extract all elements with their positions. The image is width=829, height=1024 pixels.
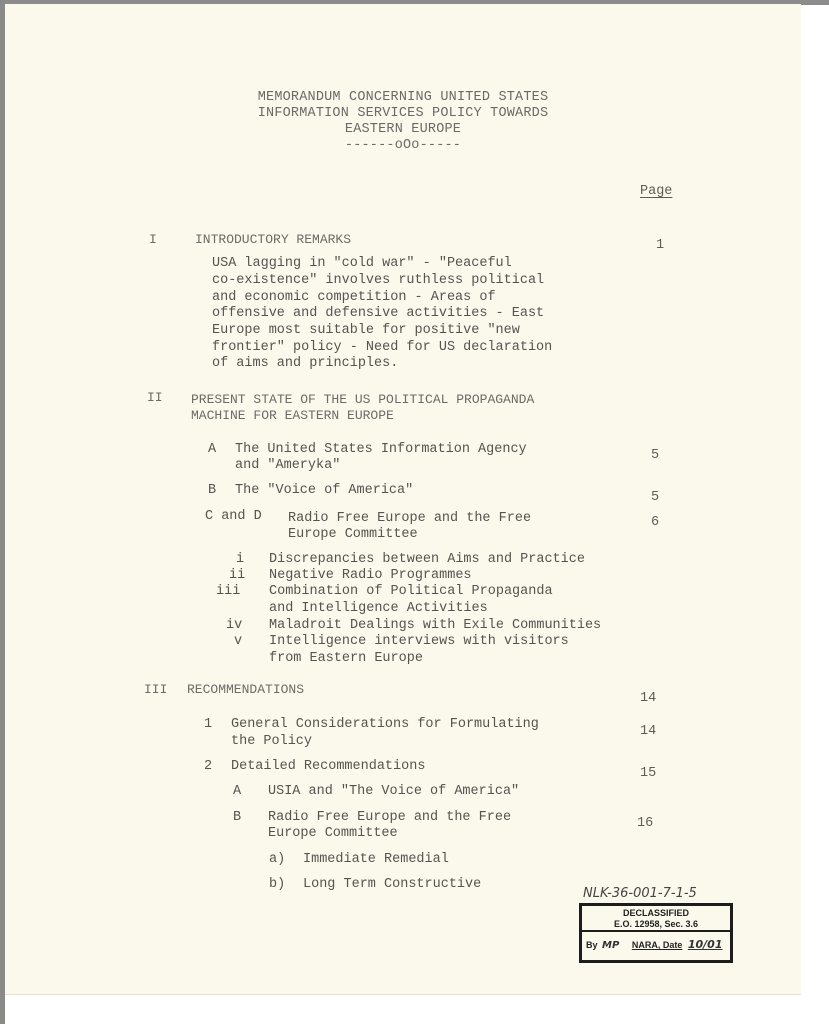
archive-id-handwritten: NLK-36-001-7-1-5: [583, 886, 697, 901]
stamp-date: 10/01: [687, 938, 723, 951]
title-divider: ------oOo-----: [344, 138, 462, 153]
declassified-stamp: [579, 903, 733, 963]
subitem-text: Maladroit Dealings with Exile Communities: [269, 618, 602, 633]
item-text: Europe Committee: [288, 527, 418, 542]
summary-line: offensive and defensive activities - East: [212, 306, 545, 321]
subitem-label: B: [233, 810, 242, 825]
stamp-header: [582, 906, 730, 932]
subsubitem-text: Immediate Remedial: [303, 852, 449, 867]
subitem-label: i: [236, 552, 245, 567]
summary-line: USA lagging in "cold war" - "Peaceful: [212, 256, 512, 271]
section-heading: PRESENT STATE OF THE US POLITICAL PROPAGANDA: [191, 392, 535, 407]
item-page: 15: [640, 766, 657, 781]
section-numeral: III: [144, 682, 168, 697]
subitem-text: Negative Radio Programmes: [269, 568, 472, 583]
item-text: General Considerations for Formulating: [231, 717, 539, 732]
item-label: 1: [204, 717, 213, 732]
item-label: 2: [204, 759, 213, 774]
summary-line: Europe most suitable for positive "new: [212, 323, 520, 338]
item-label: B: [208, 483, 217, 498]
subitem-text: Radio Free Europe and the Free: [268, 810, 512, 825]
subitem-text: from Eastern Europe: [269, 651, 423, 666]
summary-line: frontier" policy - Need for US declaration: [212, 340, 553, 355]
subitem-text: Intelligence interviews with visitors: [269, 634, 569, 649]
stamp-line-1: DECLASSIFIED: [622, 908, 689, 918]
subitem-label: iii: [216, 584, 241, 599]
item-text: the Policy: [231, 734, 313, 749]
stamp-by-label: By: [586, 940, 598, 950]
subitem-text: Europe Committee: [268, 826, 398, 841]
item-page: 14: [640, 724, 657, 739]
item-page: 5: [651, 490, 660, 505]
section-numeral: II: [147, 390, 163, 405]
section-page: 1: [656, 238, 665, 253]
section-heading: MACHINE FOR EASTERN EUROPE: [191, 408, 394, 423]
subsubitem-text: Long Term Constructive: [303, 877, 482, 892]
item-text: and "Ameryka": [235, 458, 341, 473]
subitem-label: ii: [229, 568, 246, 583]
title-line-1: MEMORANDUM CONCERNING UNITED STATES: [257, 90, 549, 105]
subsubitem-label: a): [269, 852, 286, 867]
subitem-text: Discrepancies between Aims and Practice: [269, 552, 585, 567]
item-text: Detailed Recommendations: [231, 759, 426, 774]
section-heading: INTRODUCTORY REMARKS: [195, 232, 352, 247]
item-page: 5: [651, 448, 660, 463]
summary-line: of aims and principles.: [212, 356, 399, 371]
page-column-label: Page: [640, 184, 673, 199]
stamp-initials: MP: [602, 940, 620, 951]
subitem-page: 16: [637, 816, 654, 831]
item-label: A: [208, 442, 217, 457]
subitem-text: and Intelligence Activities: [269, 601, 488, 616]
stamp-footer: [582, 932, 730, 951]
item-text: The "Voice of America": [235, 483, 414, 498]
title-line-2: INFORMATION SERVICES POLICY TOWARDS: [257, 106, 549, 121]
item-page: 6: [651, 515, 660, 530]
section-numeral: I: [149, 232, 157, 247]
item-label: C and D: [205, 509, 262, 524]
title-line-3: EASTERN EUROPE: [344, 122, 462, 137]
subitem-label: iv: [226, 618, 243, 633]
subitem-text: USIA and "The Voice of America": [268, 784, 520, 799]
stamp-line-2: E.O. 12958, Sec. 3.6: [613, 919, 699, 929]
item-text: Radio Free Europe and the Free: [288, 511, 532, 526]
subitem-text: Combination of Political Propaganda: [269, 584, 553, 599]
item-text: The United States Information Agency: [235, 442, 527, 457]
subitem-label: v: [234, 634, 243, 649]
summary-line: and economic competition - Areas of: [212, 290, 496, 305]
section-page: 14: [640, 691, 657, 706]
section-heading: RECOMMENDATIONS: [187, 682, 305, 697]
stamp-nara-label: NARA, Date: [631, 940, 683, 950]
summary-line: co-existence" involves ruthless political: [212, 273, 545, 288]
subsubitem-label: b): [269, 877, 286, 892]
subitem-label: A: [233, 784, 242, 799]
document-page: [5, 4, 801, 995]
